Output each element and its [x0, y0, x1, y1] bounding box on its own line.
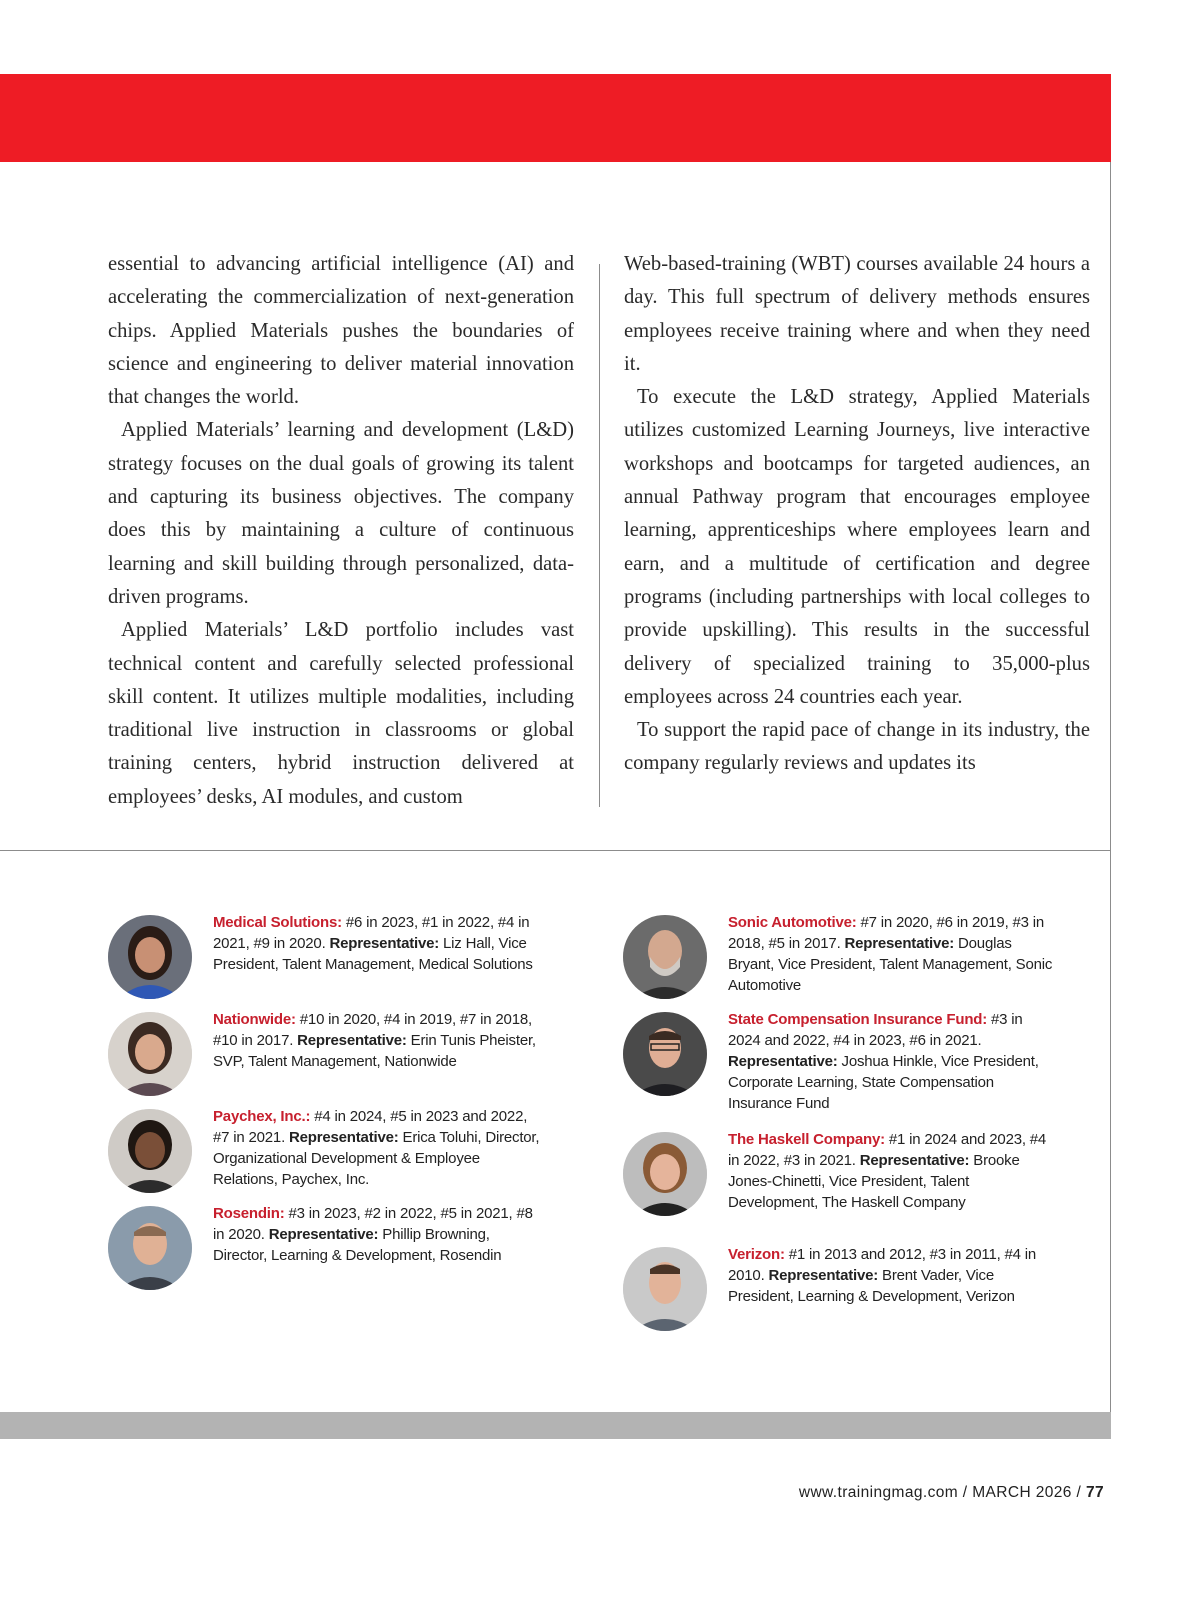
avatar [623, 1012, 707, 1096]
representative: Brooke Jones-Chinetti, Vice President, Talent Development, The Haskell Company [728, 1152, 1020, 1211]
profile-text [213, 912, 543, 975]
article-column-left [108, 248, 574, 814]
company-name: Rosendin: [213, 1205, 285, 1222]
representative-label: Representative: [859, 1152, 970, 1169]
avatar [623, 1247, 707, 1331]
profile-card-verizon [623, 1244, 1143, 1341]
profile-text [728, 912, 1058, 996]
article-paragraph: essential to advancing artificial intelligence (AI) and accelerating the commercialization of next-generation chips. Applied Materials pushes the boundaries of science and engineering to deliver material innovation that changes the world. [108, 253, 574, 409]
article-paragraph: Applied Materials’ L&D portfolio includes vast technical content and carefully selected professional skill content. It utilizes multiple modalities, including traditional live instruction in classrooms or global training centers, hybrid instruction delivered at employees’ desks, AI modules, and custom [108, 619, 574, 808]
article-paragraph: To execute the L&D strategy, Applied Materials utilizes customized Learning Journeys, live interactive workshops and bootcamps for targeted audiences, an annual Pathway program that encourages employee learning, apprenticeships where employees learn and earn, and a multitude of certification and degree programs (including partnerships with local colleges to provide upskilling). This results in the successful delivery of specialized training to 35,000-plus employees across 24 countries each year. [624, 386, 1090, 708]
representative-label: Representative: [268, 1226, 379, 1243]
profile-card-nationwide [108, 1009, 628, 1106]
profile-card-medical-solutions [108, 912, 628, 1009]
profile-card-rosendin [108, 1203, 628, 1300]
representative: Phillip Browning, Director, Learning & Development, Rosendin [213, 1226, 502, 1264]
page-footer [799, 1484, 1104, 1502]
profile-text [213, 1106, 543, 1190]
representative: Douglas Bryant, Vice President, Talent Management, Sonic Automotive [728, 935, 1053, 994]
column-divider [599, 264, 600, 807]
rankings: #4 in 2024, #5 in 2023 and 2022, #7 in 2021. [213, 1108, 528, 1146]
representative: Joshua Hinkle, Vice President, Corporate Learning, State Compensation Insurance Fund [728, 1053, 1039, 1112]
rankings: #6 in 2023, #1 in 2022, #4 in 2021, #9 in 2020. [213, 914, 530, 952]
rankings: #1 in 2024 and 2023, #4 in 2022, #3 in 2021. [728, 1131, 1047, 1169]
avatar [108, 1012, 192, 1096]
article-column-right [624, 248, 1090, 781]
company-name: Sonic Automotive: [728, 914, 857, 931]
rankings: #1 in 2013 and 2012, #3 in 2011, #4 in 2010. [728, 1246, 1037, 1284]
representative: Erin Tunis Pheister, SVP, Talent Management, Nationwide [213, 1032, 536, 1070]
avatar [108, 1206, 192, 1290]
issue-date: MARCH 2026 [972, 1484, 1072, 1501]
representative-label: Representative: [329, 935, 440, 952]
representative: Brent Vader, Vice President, Learning & Development, Verizon [728, 1267, 1015, 1305]
footer-separator: / [1071, 1484, 1086, 1501]
profile-list-right [623, 912, 1143, 1341]
rankings: #3 in 2023, #2 in 2022, #5 in 2021, #8 in 2020. [213, 1205, 533, 1243]
representative-label: Representative: [844, 935, 955, 952]
footer-gray-band [0, 1412, 1111, 1439]
profile-text [728, 1009, 1058, 1114]
company-name: State Compensation Insurance Fund: [728, 1011, 988, 1028]
avatar [623, 1132, 707, 1216]
company-name: Medical Solutions: [213, 914, 342, 931]
profile-card-sonic-automotive [623, 912, 1143, 1009]
avatar [623, 915, 707, 999]
article-paragraph: To support the rapid pace of change in its industry, the company regularly reviews and updates its [624, 719, 1090, 775]
rankings: #3 in 2024 and 2022, #4 in 2023, #6 in 2021. [728, 1011, 1023, 1049]
rankings: #7 in 2020, #6 in 2019, #3 in 2018, #5 in 2017. [728, 914, 1045, 952]
company-name: Nationwide: [213, 1011, 296, 1028]
profile-card-paychex [108, 1106, 628, 1203]
representative-label: Representative: [768, 1267, 879, 1284]
article-paragraph: Web-based-training (WBT) courses available 24 hours a day. This full spectrum of delivery methods ensures employees receive training where and when they need it. [624, 253, 1090, 375]
company-name: The Haskell Company: [728, 1131, 885, 1148]
representative: Liz Hall, Vice President, Talent Management, Medical Solutions [213, 935, 533, 973]
section-divider [0, 850, 1111, 851]
header-color-band [0, 74, 1111, 162]
profile-card-state-compensation [623, 1009, 1143, 1129]
profile-text [728, 1129, 1058, 1213]
representative-label: Representative: [728, 1053, 838, 1070]
profile-card-haskell [623, 1129, 1143, 1244]
profile-text [728, 1244, 1058, 1307]
profile-list-left [108, 912, 628, 1300]
website-link[interactable]: www.trainingmag.com [798, 1484, 959, 1501]
representative-label: Representative: [289, 1129, 399, 1146]
page-number: 77 [1085, 1484, 1104, 1501]
company-name: Verizon: [728, 1246, 785, 1263]
footer-separator: / [958, 1484, 973, 1501]
company-name: Paychex, Inc.: [213, 1108, 311, 1125]
representative-label: Representative: [297, 1032, 407, 1049]
representative: Erica Toluhi, Director, Organizational Development & Employee Relations, Paychex, Inc. [213, 1129, 540, 1188]
rankings: #10 in 2020, #4 in 2019, #7 in 2018, #10 in 2017. [213, 1011, 532, 1049]
profile-text [213, 1009, 543, 1072]
avatar [108, 1109, 192, 1193]
avatar [108, 915, 192, 999]
article-paragraph: Applied Materials’ learning and development (L&D) strategy focuses on the dual goals of growing its talent and capturing its business objectives. The company does this by maintaining a culture of continuous learning and skill building through personalized, data-driven programs. [108, 419, 574, 608]
profile-text [213, 1203, 543, 1266]
